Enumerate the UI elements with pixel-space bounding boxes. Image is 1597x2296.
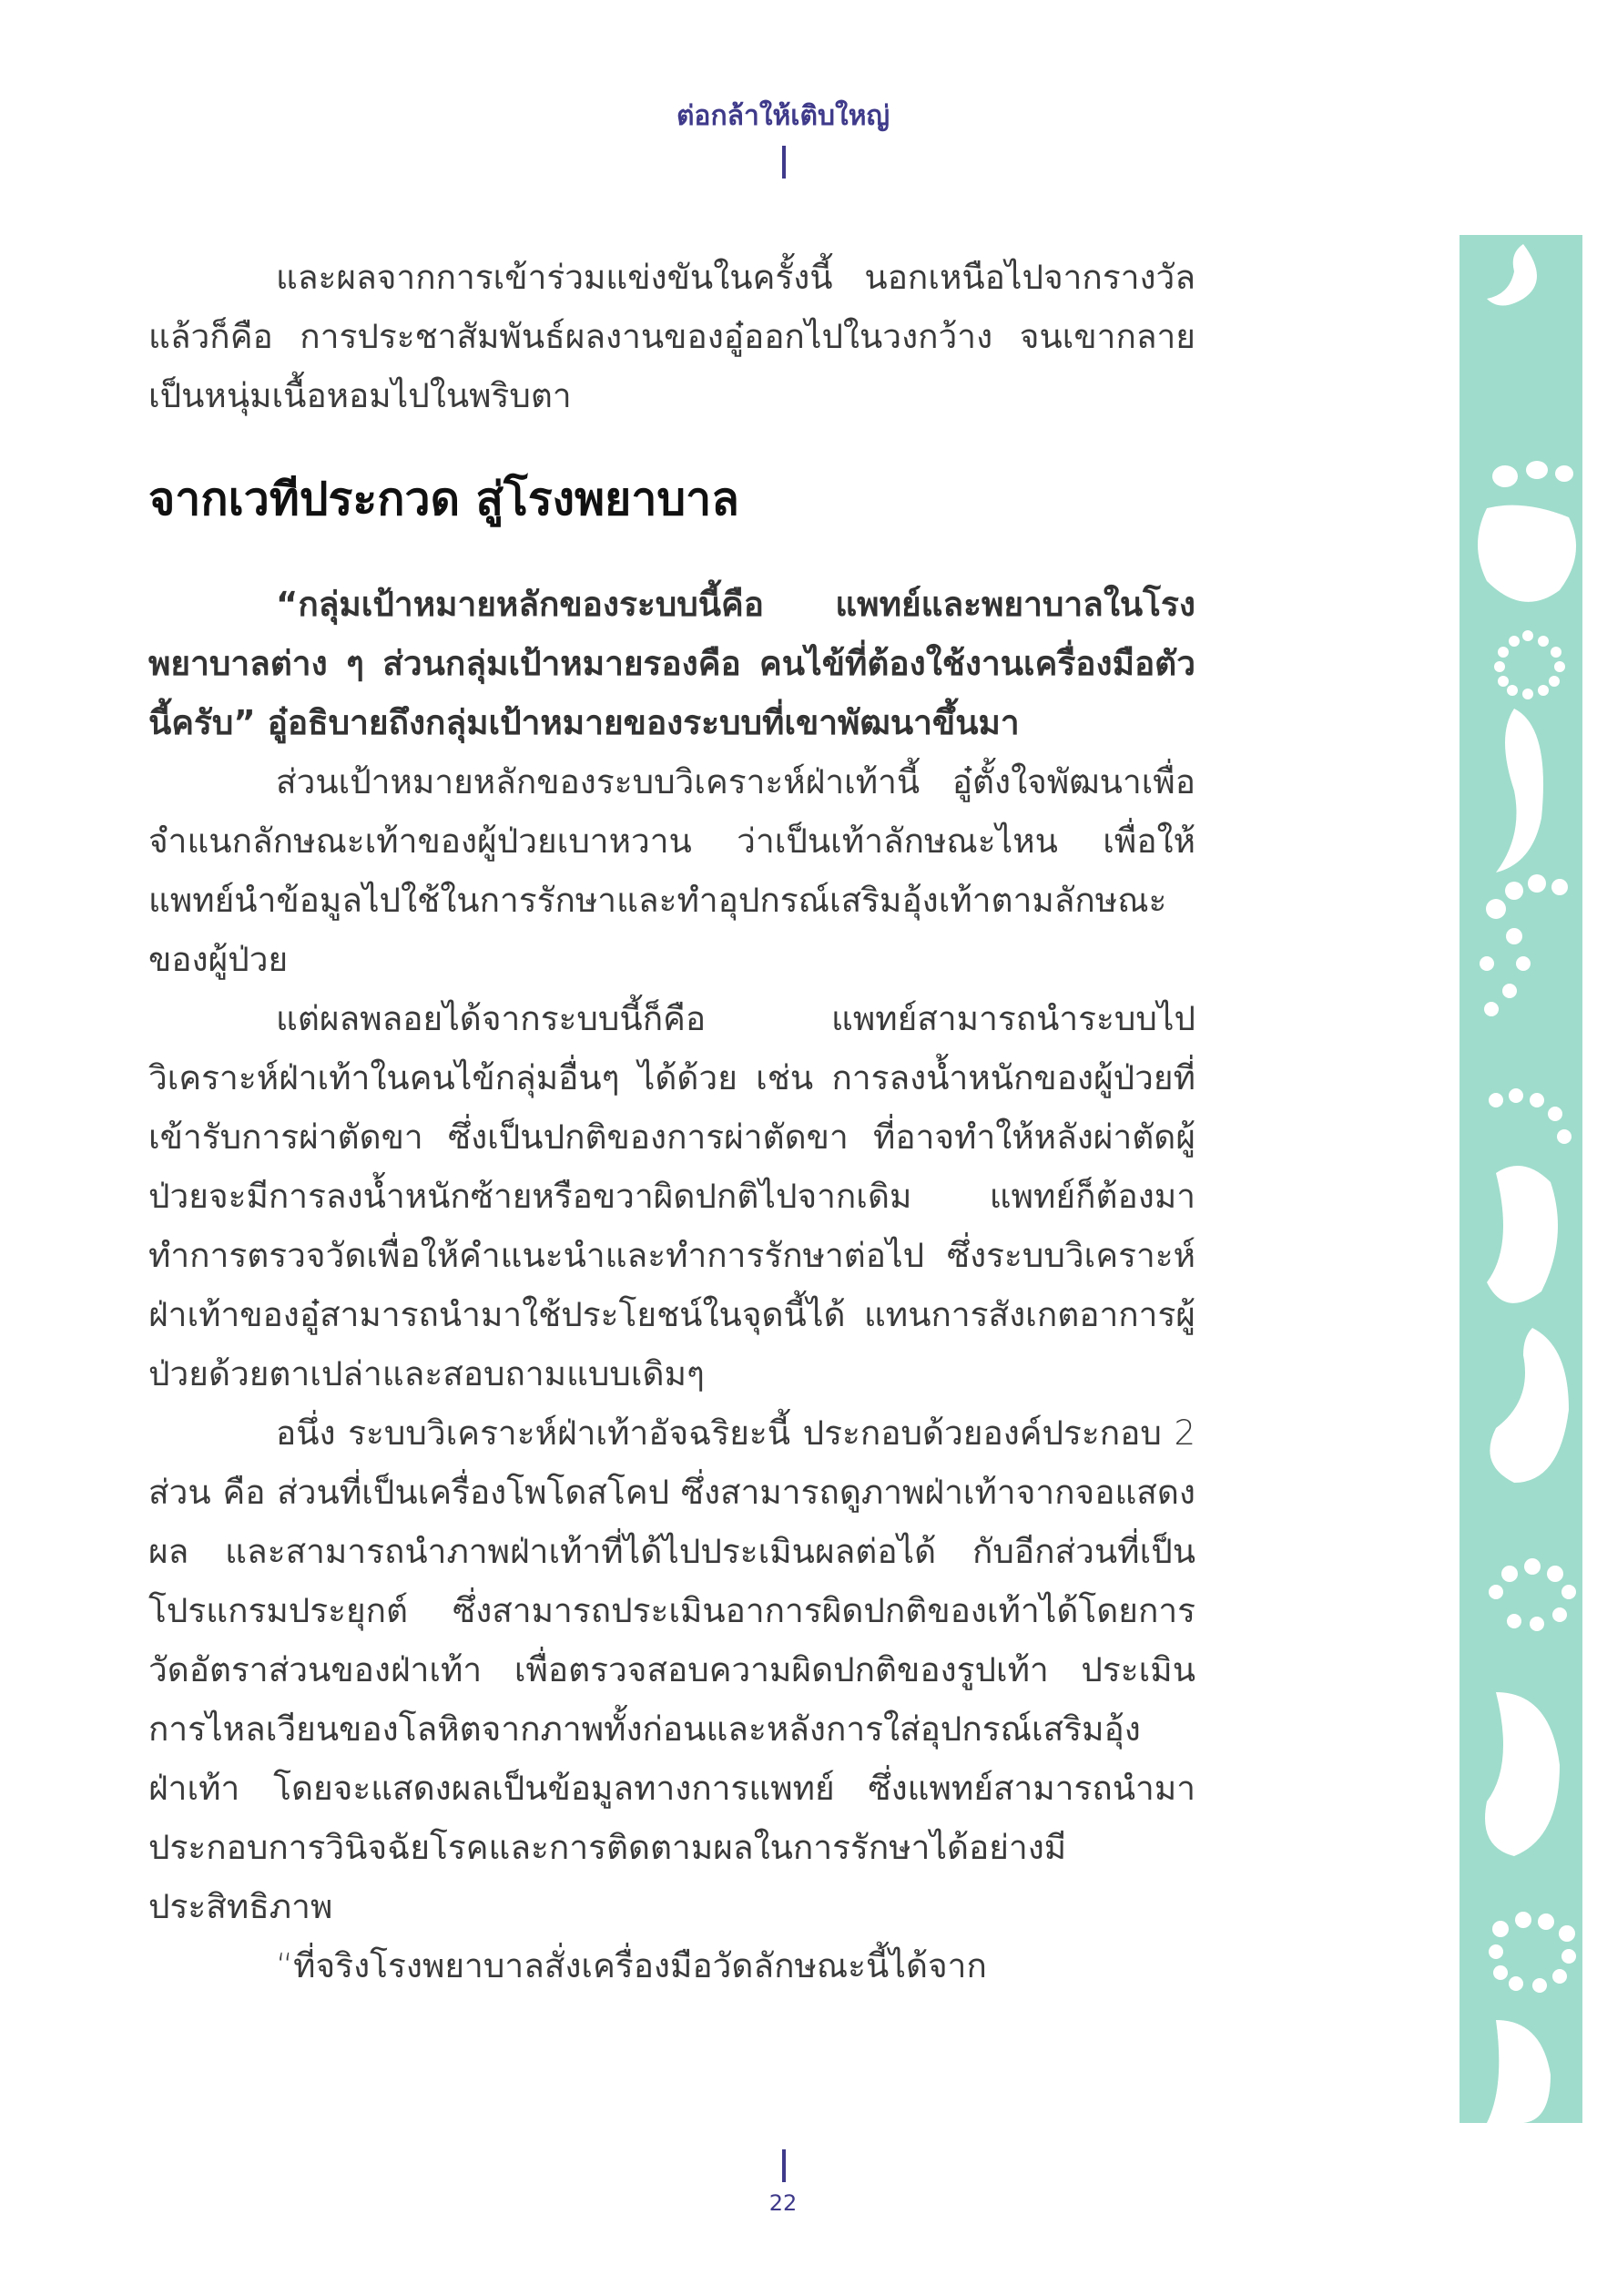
paragraph-3: แต่ผลพลอยได้จากระบบนี้ก็คือ แพทย์สามารถนำระบบไปวิเคราะห์ฝ่าเท้าในคนไข้กลุ่มอื่นๆ ได้ด้วย เช่น การลงน้ำหนักของผู้ป่วยที่เข้ารับการผ่าตัดขา ซึ่งเป็นปกติของการผ่าตัดขา ที่อาจทำให้หลังผ่าตัดผู้ป่วยจะมีการลงน้ำหนักซ้ายหรือขวาผิดปกติไปจากเดิม แพทย์ก็ต้องมาทำการตรวจวัดเพื่อให้คำแนะนำและทำการรักษาต่อไป ซึ่งระบบวิเคราะห์ฝ่าเท้าของอู๋สามารถนำมาใช้ประโยชน์ในจุดนี้ได้ แทนการสังเกตอาการผู้ป่วยด้วยตาเปล่าและสอบถามแบบเดิมๆ: [148, 999, 1195, 1393]
footprint-icon: [1460, 235, 1582, 2123]
main-content: [148, 248, 1195, 1995]
section-title: จากเวทีประกวด สู่โรงพยาบาล: [148, 473, 739, 526]
footer-rule: [782, 2149, 786, 2182]
paragraph-2: ส่วนเป้าหมายหลักของระบบวิเคราะห์ฝ่าเท้านี้ อู๋ตั้งใจพัฒนาเพื่อจำแนกลักษณะเท้าของผู้ป่วยเบาหวาน ว่าเป็นเท้าลักษณะไหน เพื่อให้แพทย์นำข้อมูลไปใช้ในการรักษาและทำอุปกรณ์เสริมอุ้งเท้าตามลักษณะของผู้ป่วย: [148, 762, 1195, 979]
page-number: 22: [768, 2190, 798, 2216]
paragraph-4: อนึ่ง ระบบวิเคราะห์ฝ่าเท้าอัจฉริยะนี้ ประกอบด้วยองค์ประกอบ 2 ส่วน คือ ส่วนที่เป็นเครื่องโพโดสโคป ซึ่งสามารถดูภาพฝ่าเท้าจากจอแสดงผล และสามารถนำภาพฝ่าเท้าที่ได้ไปประเมินผลต่อได้ กับอีกส่วนที่เป็นโปรแกรมประยุกต์ ซึ่งสามารถประเมินอาการผิดปกติของเท้าได้โดยการวัดอัตราส่วนของฝ่าเท้า เพื่อตรวจสอบความผิดปกติของรูปเท้า ประเมินการไหลเวียนของโลหิตจากภาพทั้งก่อนและหลังการใส่อุปกรณ์เสริมอุ้งฝ่าเท้า โดยจะแสดงผลเป็นข้อมูลทางการแพทย์ ซึ่งแพทย์สามารถนำมาประกอบการวินิจฉัยโรคและการติดตามผลในการรักษาได้อย่างมีประสิทธิภาพ: [148, 1413, 1195, 1926]
paragraph-intro: และผลจากการเข้าร่วมแข่งขันในครั้งนี้ นอกเหนือไปจากรางวัลแล้วก็คือ การประชาสัมพันธ์ผลงานของอู๋ออกไปในวงกว้าง จนเขากลายเป็นหนุ่มเนื้อหอมไปในพริบตา: [148, 258, 1195, 415]
running-title: ต่อกล้าให้เติบใหญ่: [676, 100, 890, 132]
header-rule: [782, 146, 786, 179]
paragraph-5: “ที่จริงโรงพยาบาลสั่งเครื่องมือวัดลักษณะนี้ได้จาก: [276, 1946, 987, 1985]
decorative-side-band: [1460, 235, 1582, 2123]
quote-paragraph: “กลุ่มเป้าหมายหลักของระบบนี้คือ แพทย์และพยาบาลในโรงพยาบาลต่าง ๆ ส่วนกลุ่มเป้าหมายรองคือ คนไข้ที่ต้องใช้งานเครื่องมือตัวนี้ครับ” อู๋อธิบายถึงกลุ่มเป้าหมายของระบบที่เขาพัฒนาขึ้นมา: [148, 585, 1195, 742]
